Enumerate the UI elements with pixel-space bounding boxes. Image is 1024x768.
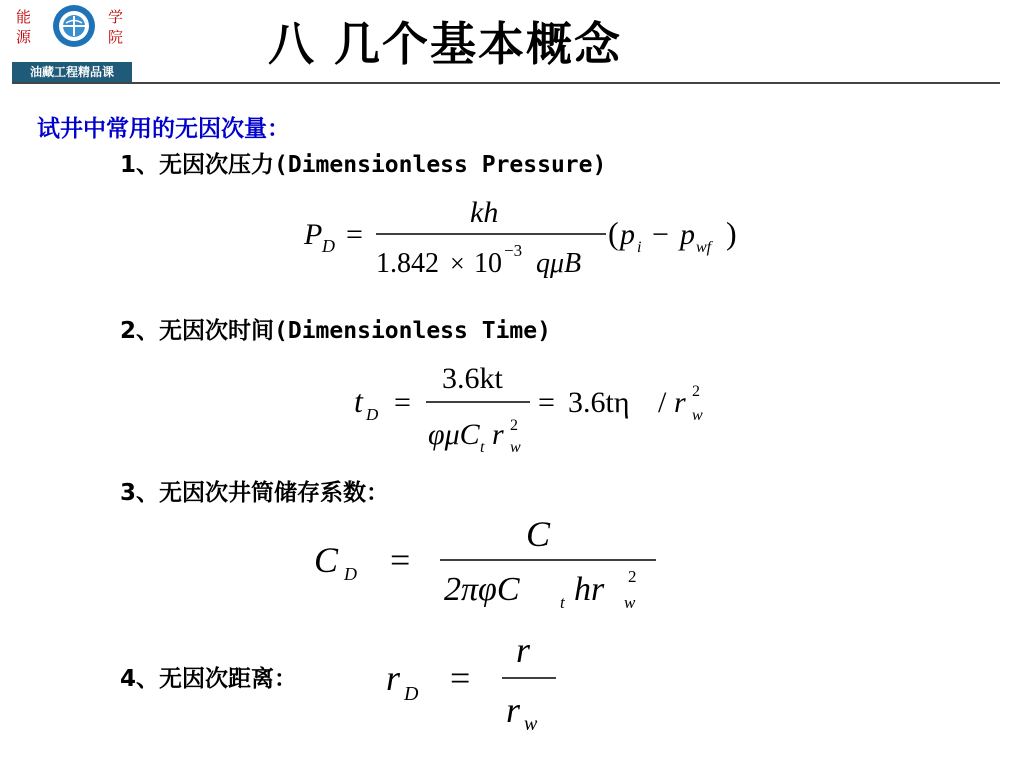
eq-symbol: t bbox=[354, 383, 363, 419]
item-number: 1、 bbox=[120, 152, 160, 178]
item-number: 4、 bbox=[120, 666, 160, 692]
eq-equals: = bbox=[346, 218, 363, 251]
eq-symbol: p bbox=[620, 218, 635, 251]
eq-subscript: w bbox=[624, 593, 636, 612]
eq-subscript: w bbox=[692, 407, 703, 424]
item-label-cn: 无因次井筒储存系数： bbox=[159, 480, 390, 506]
eq-subscript: wf bbox=[696, 239, 712, 256]
distance-equation bbox=[384, 630, 584, 740]
eq-symbol: r bbox=[506, 690, 521, 730]
item-number: 3、 bbox=[120, 480, 160, 506]
eq-subscript: D bbox=[322, 236, 335, 256]
item-dimensionless-wellbore-storage bbox=[120, 474, 389, 507]
eq-den-vars: 2πφC bbox=[444, 571, 520, 608]
storage-equation bbox=[310, 512, 670, 612]
item-dimensionless-time bbox=[120, 312, 551, 345]
school-logo bbox=[12, 4, 132, 82]
logo-char: 能 bbox=[16, 8, 32, 26]
pressure-equation bbox=[300, 192, 760, 282]
eq-subscript: D bbox=[344, 564, 357, 584]
eq-symbol: r bbox=[674, 386, 686, 419]
eq-den-vars: φμC bbox=[428, 418, 480, 451]
eq-numerator: C bbox=[526, 514, 551, 554]
eq-subscript: w bbox=[510, 439, 521, 456]
eq-subscript: t bbox=[480, 439, 485, 456]
item-label-en: (Dimensionless Time) bbox=[274, 318, 551, 344]
eq-subscript: D bbox=[404, 683, 419, 705]
eq-den-coef: 1.842 bbox=[376, 248, 439, 279]
item-label-cn: 无因次压力 bbox=[159, 152, 275, 178]
eq-subscript: w bbox=[524, 713, 538, 735]
eq-den-vars: qμB bbox=[536, 248, 582, 279]
eq-symbol: p bbox=[680, 218, 695, 251]
item-label-cn: 无因次时间 bbox=[159, 318, 275, 344]
item-number: 2、 bbox=[120, 318, 160, 344]
item-dimensionless-distance bbox=[120, 660, 297, 693]
eq-den-times: × bbox=[450, 249, 465, 278]
slide-title: 八 几个基本概念 bbox=[268, 17, 623, 71]
eq-symbol: C bbox=[314, 540, 339, 580]
university-emblem-icon bbox=[52, 4, 96, 48]
eq-minus: − bbox=[652, 218, 669, 251]
eq-numerator: 3.6kt bbox=[442, 362, 503, 395]
eq-superscript: 2 bbox=[692, 383, 700, 400]
item-label-cn: 无因次距离： bbox=[159, 666, 298, 692]
eq-subscript: i bbox=[637, 239, 642, 256]
logo-char: 源 bbox=[16, 28, 32, 46]
eq-equals: = bbox=[394, 386, 411, 419]
eq-den-exponent: −3 bbox=[504, 241, 523, 260]
intro-text: 试井中常用的无因次量： bbox=[37, 116, 290, 142]
eq-paren-close: ) bbox=[726, 215, 737, 251]
eq-equals: = bbox=[538, 386, 555, 419]
eq-paren-open: ( bbox=[608, 215, 619, 251]
logo-char: 学 bbox=[108, 8, 124, 26]
eq-symbol: P bbox=[304, 218, 323, 251]
eq-numerator: r bbox=[516, 630, 531, 670]
logo-char: 院 bbox=[108, 28, 124, 46]
eq-subscript: D bbox=[366, 405, 379, 424]
time-equation bbox=[350, 358, 730, 458]
item-label-en: (Dimensionless Pressure) bbox=[274, 152, 607, 178]
eq-superscript: 2 bbox=[628, 567, 637, 586]
eq-equals: = bbox=[390, 540, 411, 580]
eq-symbol: r bbox=[492, 418, 504, 451]
eq-symbol: r bbox=[386, 658, 401, 698]
eq-superscript: 2 bbox=[510, 417, 518, 434]
eq-equals: = bbox=[450, 658, 471, 698]
eq-rhs: 3.6tη bbox=[568, 386, 630, 419]
eq-slash: / bbox=[658, 386, 667, 419]
item-dimensionless-pressure bbox=[120, 146, 606, 179]
eq-subscript: t bbox=[560, 593, 565, 612]
course-banner: 油藏工程精品课 bbox=[12, 62, 132, 82]
eq-numerator: kh bbox=[470, 196, 499, 229]
eq-den-base: 10 bbox=[474, 248, 502, 279]
eq-symbol: hr bbox=[574, 571, 605, 608]
title-divider bbox=[12, 82, 1000, 84]
